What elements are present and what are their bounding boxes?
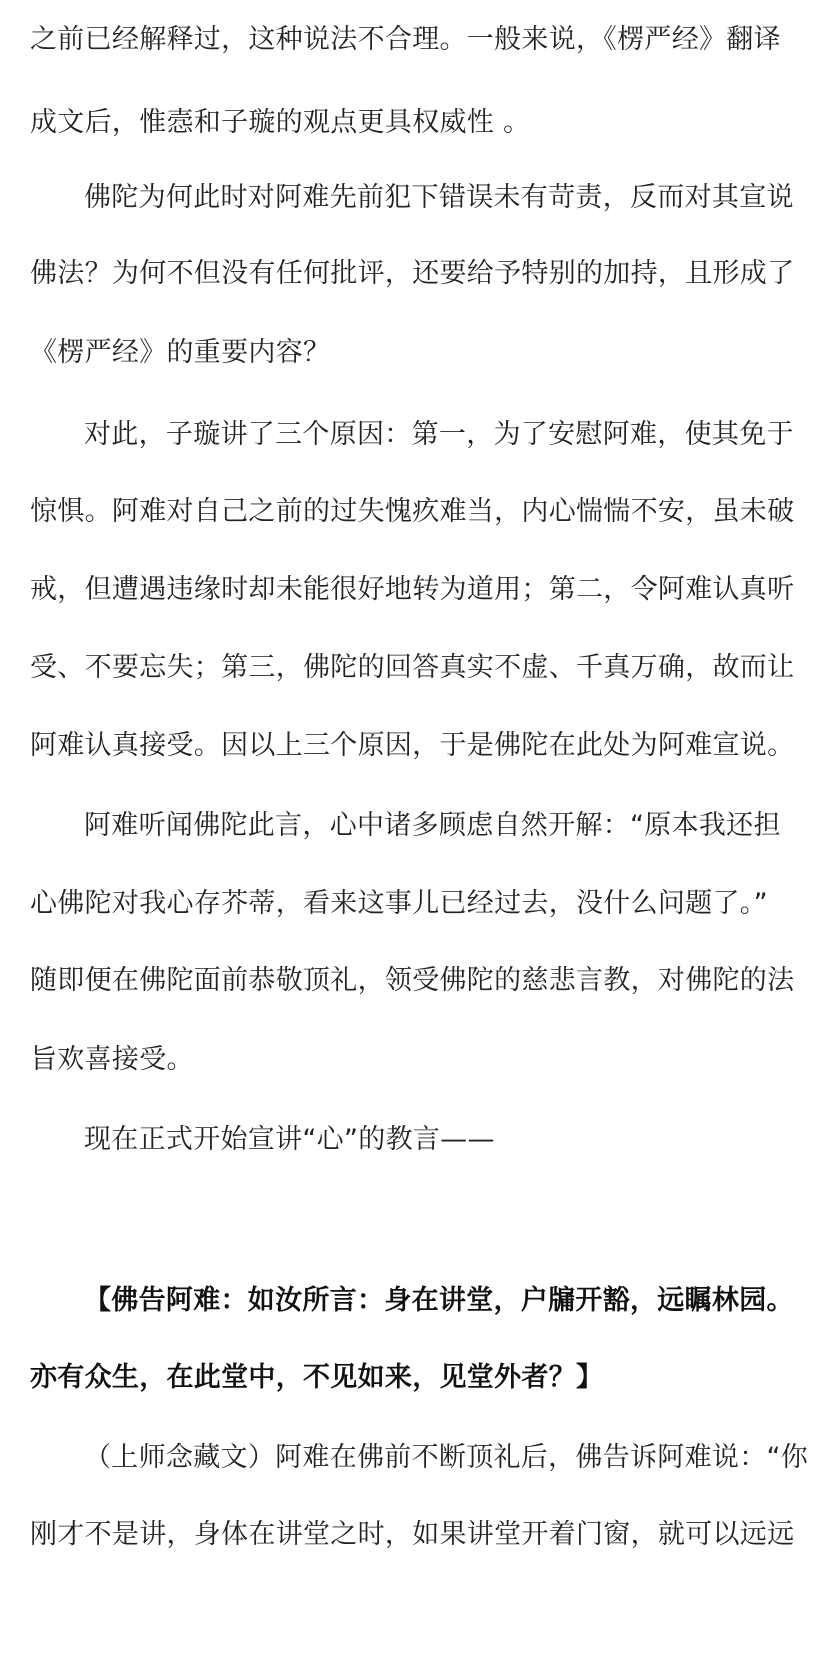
paragraph-start-line: 阿难听闻佛陀此言，心中诸多顾虑自然开解：“原本我还担 [84, 810, 781, 841]
text-line: 惊惧。阿难对自己之前的过失愧疚难当，内心惴惴不安，虽未破 [30, 496, 795, 527]
text-line: 《楞严经》的重要内容？ [30, 337, 331, 368]
sutra-quote-line: 亦有众生，在此堂中，不见如来，见堂外者？】 [30, 1362, 604, 1393]
text-line: 阿难认真接受。因以上三个原因，于是佛陀在此处为阿难宣说。 [30, 730, 795, 761]
paragraph-start-line: 佛陀为何此时对阿难先前犯下错误未有苛责，反而对其宣说 [84, 182, 794, 213]
text-line: 心佛陀对我心存芥蒂，看来这事儿已经过去，没什么问题了。” [30, 888, 768, 919]
text-line: 之前已经解释过，这种说法不合理。一般来说，《楞严经》翻译 [30, 24, 781, 55]
text-line: 刚才不是讲，身体在讲堂之时，如果讲堂开着门窗，就可以远远 [30, 1519, 795, 1550]
text-line: 随即便在佛陀面前恭敬顶礼，领受佛陀的慈悲言教，对佛陀的法 [30, 965, 795, 996]
paragraph-start-line: 对此，子璇讲了三个原因：第一，为了安慰阿难，使其免于 [84, 419, 794, 450]
sutra-quote-line: 【佛告阿难：如汝所言：身在讲堂，户牖开豁，远瞩林园。 [84, 1285, 794, 1316]
text-line: 佛法？为何不但没有任何批评，还要给予特别的加持，且形成了 [30, 258, 795, 289]
text-line: 戒，但遭遇违缘时却未能很好地转为道用；第二，令阿难认真听 [30, 574, 795, 605]
text-line: 受、不要忘失；第三，佛陀的回答真实不虚、千真万确，故而让 [30, 652, 795, 683]
paragraph-start-line: （上师念藏文）阿难在佛前不断顶礼后，佛告诉阿难说：“你 [84, 1442, 809, 1473]
paragraph-start-line: 现在正式开始宣讲“心”的教言—— [84, 1124, 495, 1155]
text-line: 成文后，惟悫和子璇的观点更具权威性 。 [30, 107, 531, 138]
text-line: 旨欢喜接受。 [30, 1044, 194, 1075]
